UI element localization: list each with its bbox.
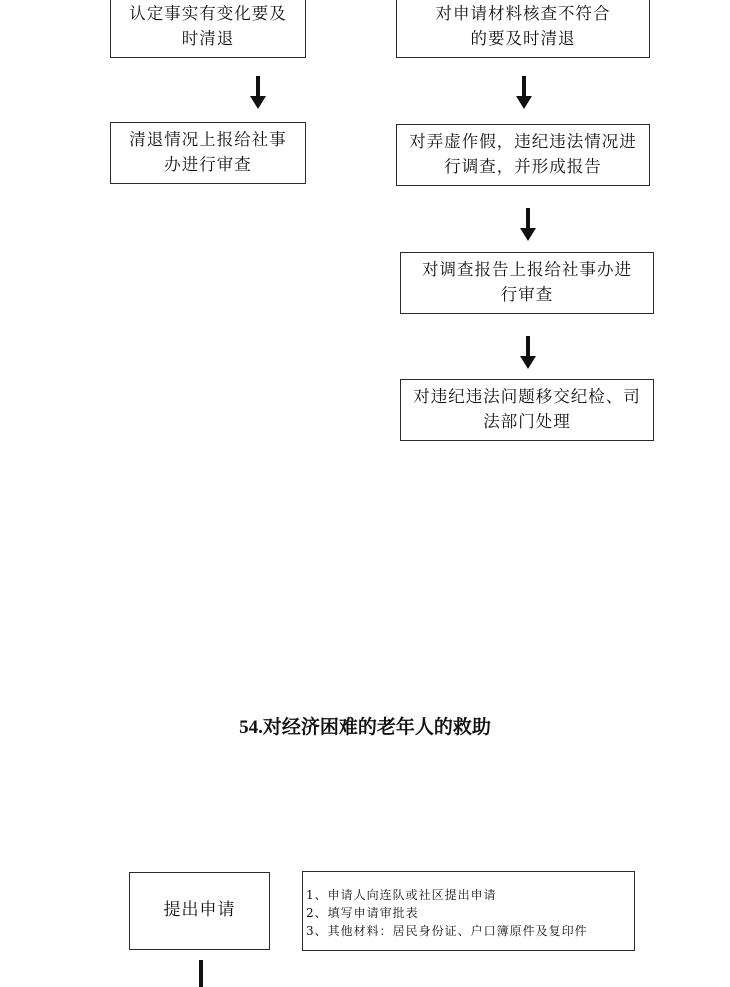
step-transfer-discipline: 对违纪违法问题移交纪检、司 法部门处理 — [400, 379, 654, 441]
arrow-down-icon — [518, 208, 538, 242]
arrow-down-icon — [518, 336, 538, 370]
arrow-down-icon — [514, 76, 534, 110]
step-submit-application: 提出申请 — [129, 872, 270, 950]
step-verify-change-refund: 认定事实有变化要及 时清退 — [110, 0, 306, 58]
arrow-down-icon — [197, 960, 205, 987]
step-report-refund: 清退情况上报给社事 办进行审查 — [110, 122, 306, 184]
section-title: 54.对经济困难的老年人的救助 — [239, 717, 491, 738]
arrow-down-icon — [248, 76, 268, 110]
note-item: 1、申请人向连队或社区提出申请 — [306, 888, 497, 902]
note-item: 2、填写申请审批表 — [306, 906, 419, 920]
step-check-materials: 对申请材料核查不符合 的要及时清退 — [396, 0, 650, 58]
note-item: 3、其他材料：居民身份证、户口簿原件及复印件 — [306, 924, 588, 938]
step-report-investigation: 对调查报告上报给社事办进 行审查 — [400, 252, 654, 314]
application-notes — [302, 871, 635, 951]
step-investigate-fraud: 对弄虚作假，违纪违法情况进 行调查，并形成报告 — [396, 124, 650, 186]
